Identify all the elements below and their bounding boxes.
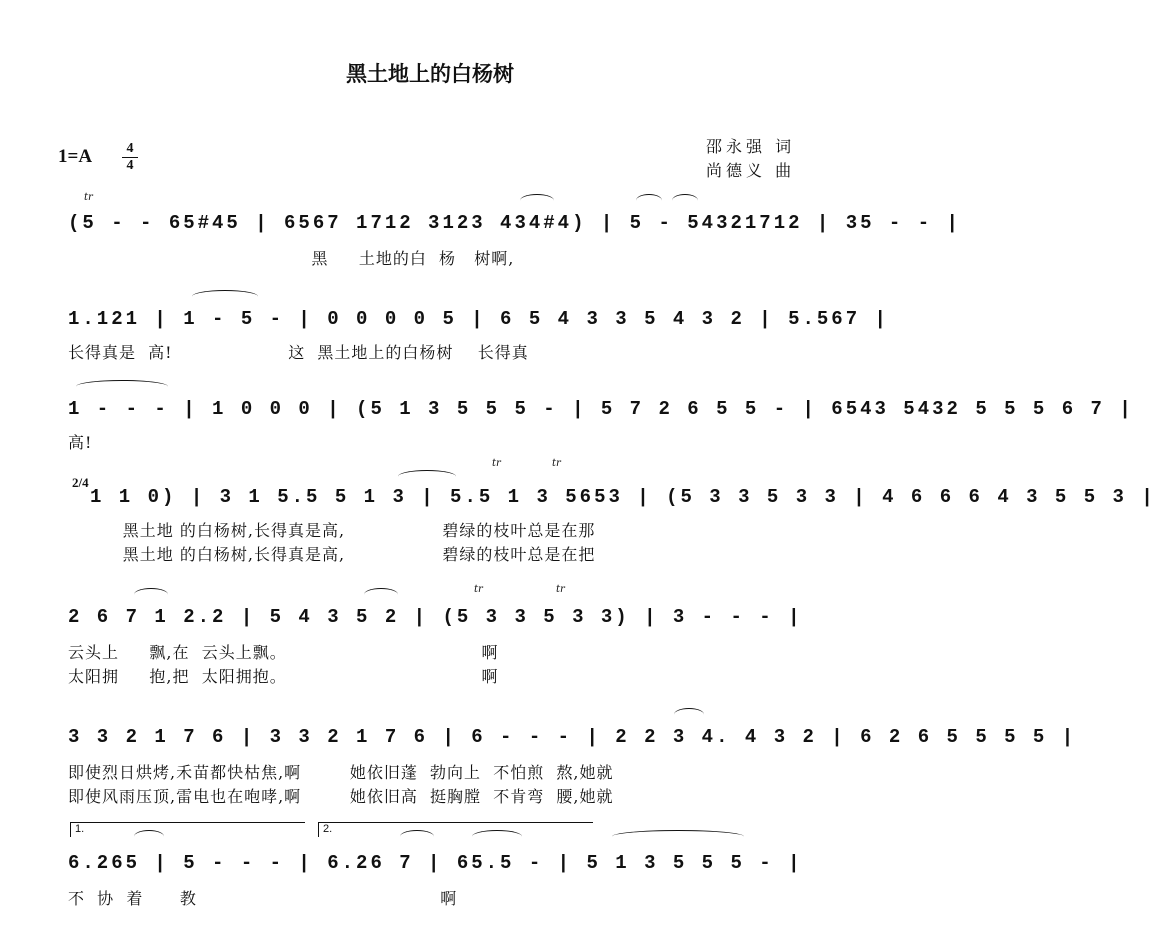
song-title: 黑土地上的白杨树	[346, 61, 514, 86]
slur	[364, 588, 398, 601]
trill-mark: tr	[492, 458, 501, 469]
slur	[134, 830, 164, 843]
notation-line: 1 1 0) | 3 1 5.5 5 1 3 | 5.5 1 3 5653 | (5 3 3 5 3 3 | 4 6 6 6 4 3 5 5 3 |	[90, 486, 1156, 508]
slur	[192, 290, 258, 303]
slur	[76, 380, 168, 393]
slur	[472, 830, 522, 843]
trill-mark: tr	[474, 584, 483, 595]
slur	[672, 194, 698, 207]
lyricist-credit: 邵永强 词	[706, 137, 796, 156]
lyric-line: 即使风雨压顶,雷电也在咆哮,啊 她依旧高 挺胸膛 不肯弯 腰,她就	[68, 787, 614, 806]
lyric-line: 长得真是 高! 这 黑土地上的白杨树 长得真	[68, 343, 529, 362]
trill-mark: tr	[556, 584, 565, 595]
lyric-line: 太阳拥 抱,把 太阳拥抱。 啊	[68, 667, 499, 686]
time-signature-bottom: 4	[126, 158, 134, 173]
notation-line: 3 3 2 1 7 6 | 3 3 2 1 7 6 | 6 - - - | 2 2 3 4. 4 3 2 | 6 2 6 5 5 5 5 |	[68, 726, 1077, 748]
first-ending-bracket: 1.	[70, 822, 305, 837]
slur	[134, 588, 168, 601]
slur	[398, 470, 456, 483]
lyric-line: 黑 土地的白 杨 树啊,	[68, 249, 515, 268]
lyric-line: 不 协 着 教 啊	[68, 889, 458, 908]
lyric-line: 即使烈日烘烤,禾苗都快枯焦,啊 她依旧蓬 勃向上 不怕煎 熬,她就	[68, 763, 614, 782]
notation-line: 1 - - - | 1 0 0 0 | (5 1 3 5 5 5 - | 5 7 2 6 5 5 - | 6543 5432 5 5 5 6 7 |	[68, 398, 1134, 420]
composer-credit: 尚德义 曲	[706, 161, 796, 180]
time-signature-top: 4	[126, 141, 134, 156]
lyric-line: 黑土地 的白杨树,长得真是高, 碧绿的枝叶总是在那	[68, 521, 596, 540]
slur	[520, 194, 554, 207]
trill-mark: tr	[84, 192, 93, 203]
lyric-line: 黑土地 的白杨树,长得真是高, 碧绿的枝叶总是在把	[68, 545, 596, 564]
slur	[400, 830, 434, 843]
trill-mark: tr	[552, 458, 561, 469]
notation-line: (5 - - 65#45 | 6567 1712 3123 434#4) | 5 - 54321712 | 35 - - |	[68, 212, 961, 234]
notation-line: 2 6 7 1 2.2 | 5 4 3 5 2 | (5 3 3 5 3 3) | 3 - - - |	[68, 606, 803, 628]
time-change: 2/4	[72, 475, 89, 490]
key-signature: 1=A	[58, 146, 93, 167]
slur	[674, 708, 704, 721]
slur	[612, 830, 744, 843]
second-ending-bracket: 2.	[318, 822, 593, 837]
notation-line: 1.121 | 1 - 5 - | 0 0 0 0 5 | 6 5 4 3 3 5 4 3 2 | 5.567 |	[68, 308, 889, 330]
lyric-line: 云头上 飘,在 云头上飘。 啊	[68, 643, 499, 662]
notation-line: 6.265 | 5 - - - | 6.26 7 | 65.5 - | 5 1 3 5 5 5 - |	[68, 852, 803, 874]
time-signature	[122, 142, 138, 173]
lyric-line: 高!	[68, 433, 93, 452]
slur	[636, 194, 662, 207]
